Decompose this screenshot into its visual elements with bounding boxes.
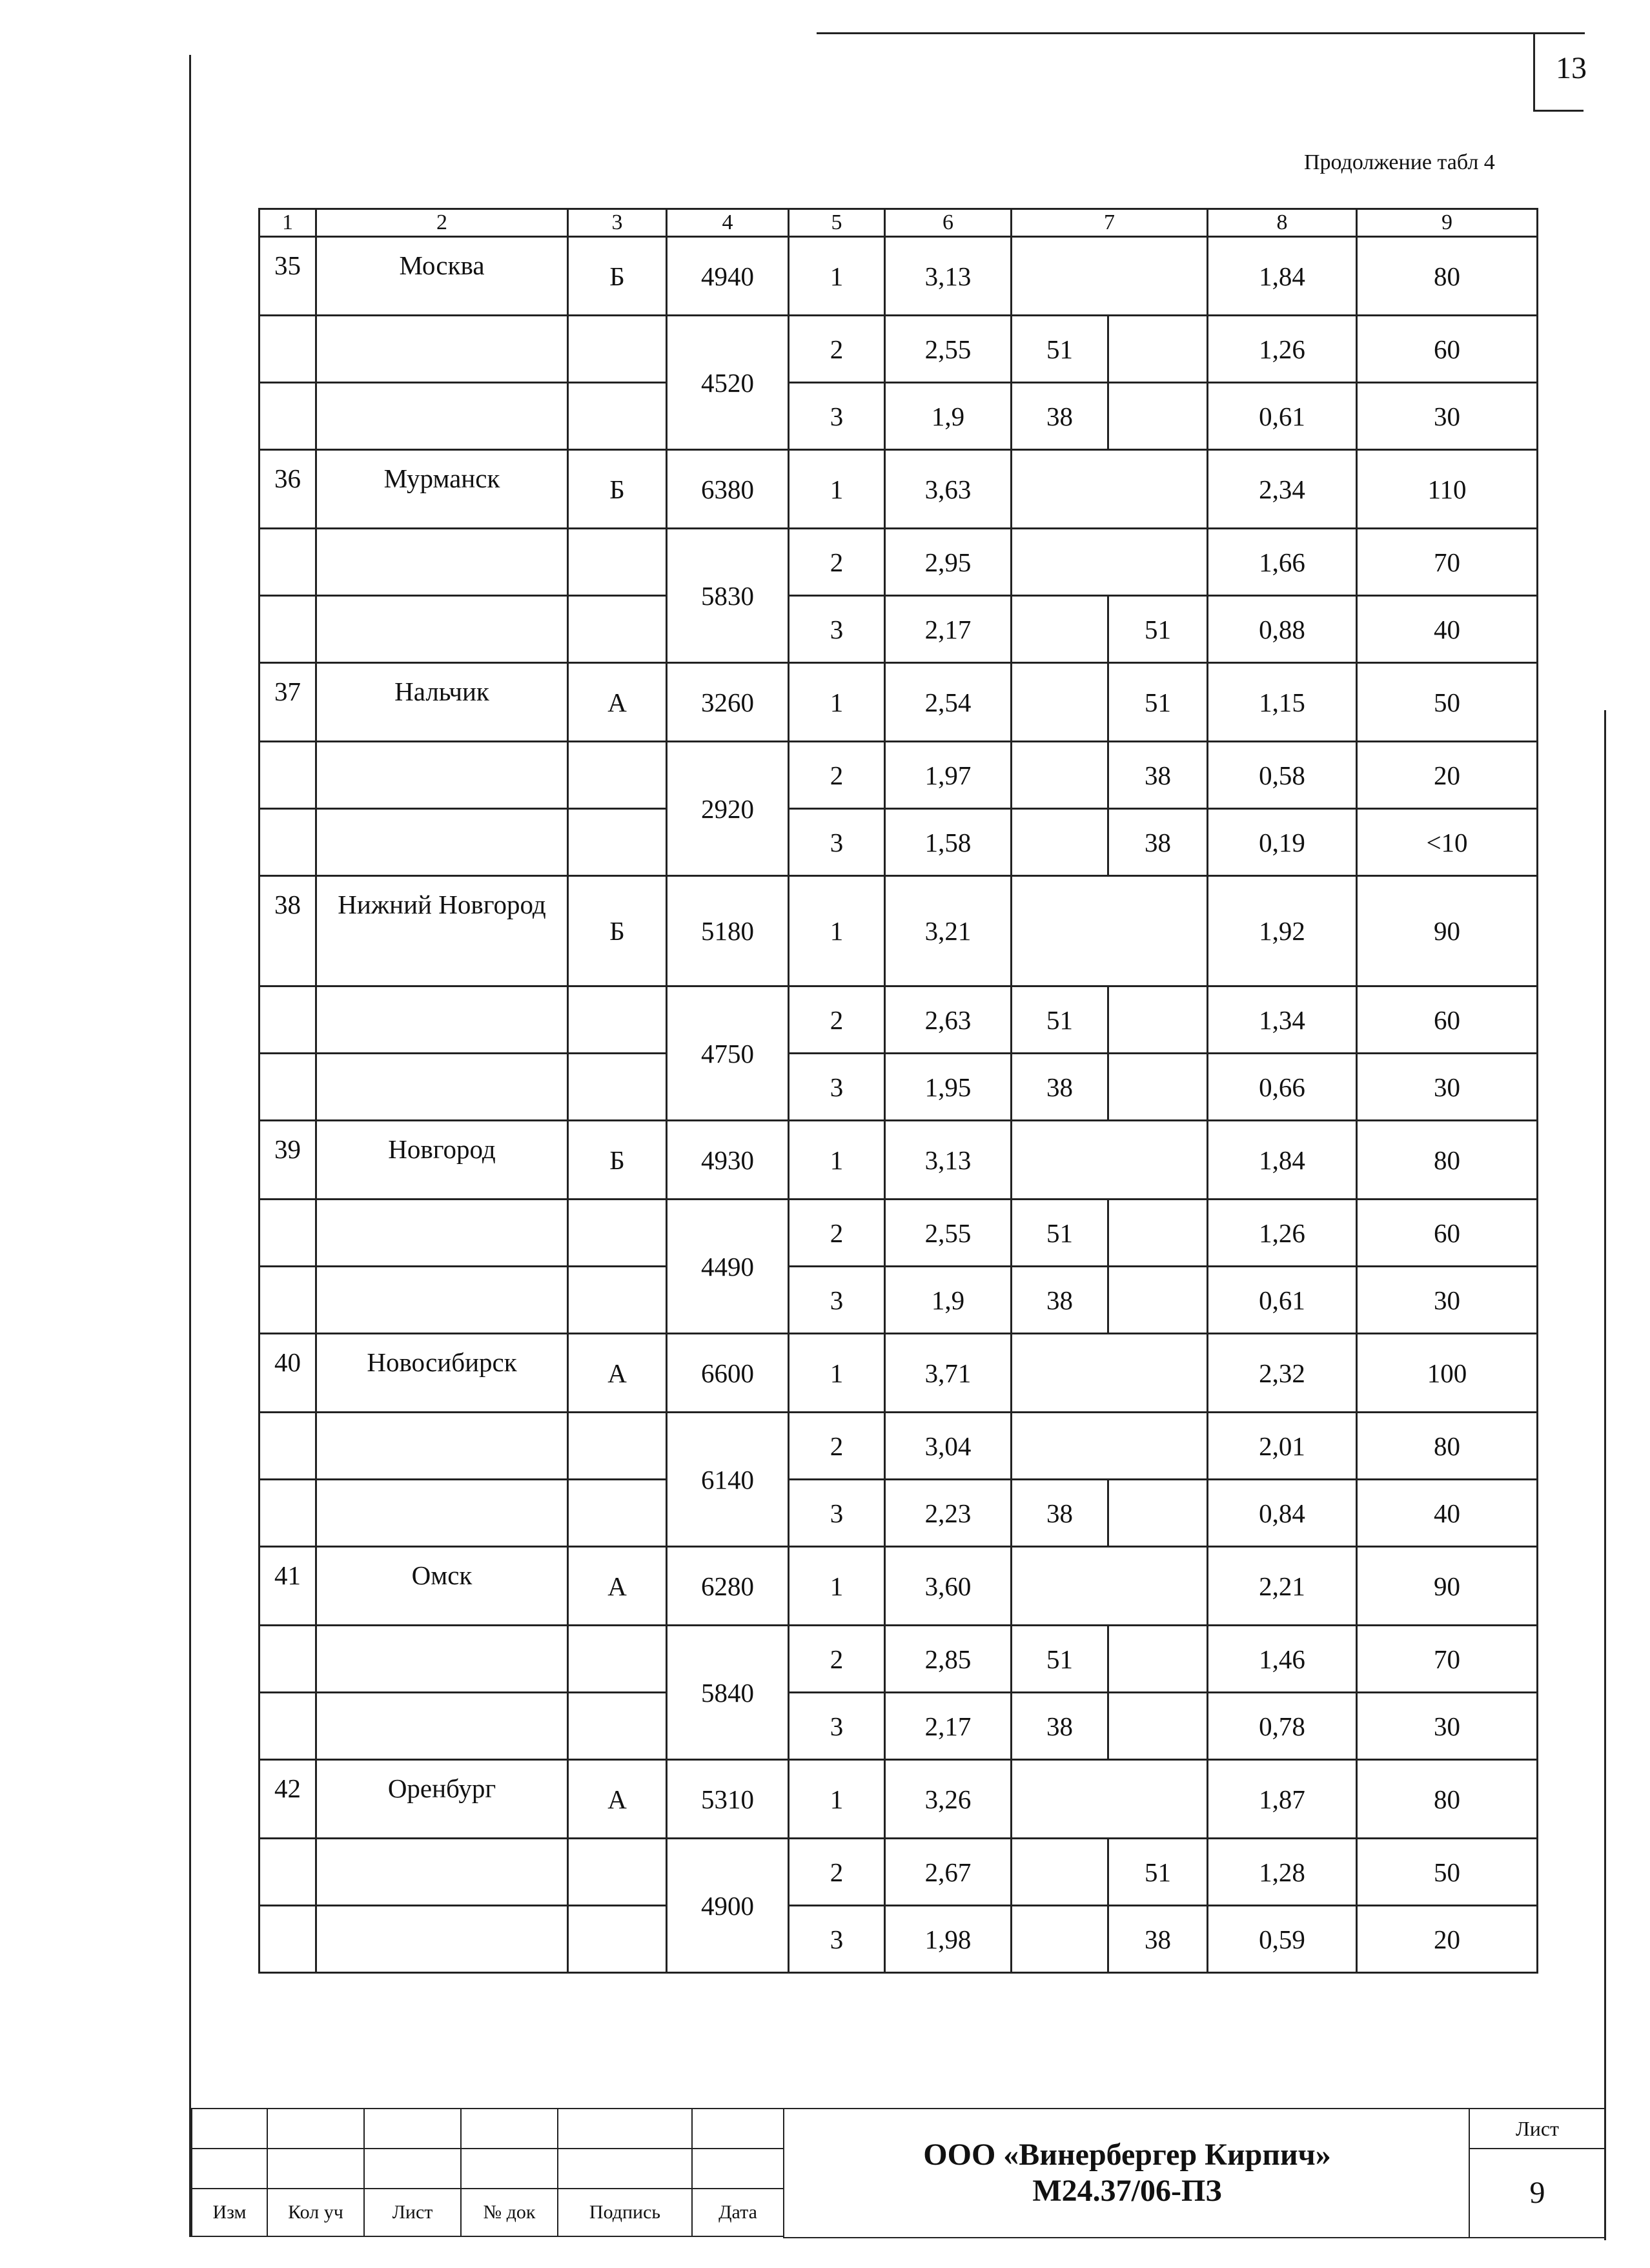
col7a-cell: 38 bbox=[1012, 383, 1108, 450]
table-row bbox=[260, 876, 1538, 986]
table-row bbox=[260, 1334, 1538, 1413]
table-row bbox=[260, 986, 1538, 1054]
row-number bbox=[260, 1480, 316, 1547]
col6-cell: 1,58 bbox=[885, 809, 1012, 876]
col9-cell: 30 bbox=[1357, 1267, 1538, 1334]
city-name: Москва bbox=[316, 237, 568, 316]
row-number bbox=[260, 1267, 316, 1334]
row-number: 36 bbox=[260, 450, 316, 529]
col7b-cell: 51 bbox=[1108, 663, 1208, 742]
zone-cell bbox=[568, 1480, 667, 1547]
col7a-cell bbox=[1012, 1839, 1108, 1906]
row-number bbox=[260, 596, 316, 663]
stamp-cell bbox=[192, 2149, 267, 2189]
col7b-cell: 51 bbox=[1108, 1839, 1208, 1906]
col7b-cell bbox=[1108, 1693, 1208, 1760]
table-row bbox=[260, 1413, 1538, 1480]
page-frame-top-line bbox=[817, 32, 1585, 34]
col6-cell: 1,9 bbox=[885, 383, 1012, 450]
row-number bbox=[260, 1413, 316, 1480]
col9-cell: 60 bbox=[1357, 986, 1538, 1054]
col8-cell: 1,92 bbox=[1208, 876, 1357, 986]
col7b-cell bbox=[1108, 1480, 1208, 1547]
col9-cell: 110 bbox=[1357, 450, 1538, 529]
zone-cell: Б bbox=[568, 1121, 667, 1200]
col5-cell: 2 bbox=[789, 1413, 885, 1480]
col5-cell: 3 bbox=[789, 1054, 885, 1121]
col9-cell: 80 bbox=[1357, 1760, 1538, 1839]
row-number bbox=[260, 809, 316, 876]
table-row bbox=[260, 1054, 1538, 1121]
col7b-cell bbox=[1108, 1054, 1208, 1121]
city-name bbox=[316, 1693, 568, 1760]
col6-cell: 1,95 bbox=[885, 1054, 1012, 1121]
row-number bbox=[260, 529, 316, 596]
city-name bbox=[316, 316, 568, 383]
page-frame-left-line bbox=[189, 55, 191, 2237]
col5-cell: 3 bbox=[789, 383, 885, 450]
table-row bbox=[260, 1626, 1538, 1693]
zone-cell: Б bbox=[568, 450, 667, 529]
city-name bbox=[316, 529, 568, 596]
city-name bbox=[316, 1200, 568, 1267]
col7b-cell: 51 bbox=[1108, 596, 1208, 663]
col5-cell: 1 bbox=[789, 876, 885, 986]
zone-cell: А bbox=[568, 1334, 667, 1413]
col7-cell bbox=[1012, 1121, 1208, 1200]
col8-cell: 1,84 bbox=[1208, 237, 1357, 316]
stamp-cell bbox=[267, 2109, 364, 2149]
data-table bbox=[258, 208, 1538, 1974]
col7b-cell: 38 bbox=[1108, 809, 1208, 876]
table-row bbox=[260, 316, 1538, 383]
col6-cell: 2,23 bbox=[885, 1480, 1012, 1547]
row-number: 41 bbox=[260, 1547, 316, 1626]
col6-cell: 3,60 bbox=[885, 1547, 1012, 1626]
value-col4: 6600 bbox=[667, 1334, 789, 1413]
zone-cell: А bbox=[568, 663, 667, 742]
corner-page-number: 13 bbox=[1556, 51, 1587, 85]
col9-cell: 60 bbox=[1357, 1200, 1538, 1267]
col8-cell: 0,61 bbox=[1208, 1267, 1357, 1334]
stamp-label-izm: Изм bbox=[192, 2189, 267, 2236]
value-col4: 4930 bbox=[667, 1121, 789, 1200]
col8-cell: 0,58 bbox=[1208, 742, 1357, 809]
table-row bbox=[260, 1547, 1538, 1626]
col6-cell: 3,26 bbox=[885, 1760, 1012, 1839]
col7a-cell: 38 bbox=[1012, 1480, 1108, 1547]
col6-cell: 2,67 bbox=[885, 1839, 1012, 1906]
zone-cell bbox=[568, 986, 667, 1054]
city-name bbox=[316, 596, 568, 663]
row-number bbox=[260, 383, 316, 450]
table-row bbox=[260, 663, 1538, 742]
header-cell: 8 bbox=[1208, 209, 1357, 237]
col9-cell: 20 bbox=[1357, 742, 1538, 809]
col8-cell: 0,59 bbox=[1208, 1906, 1357, 1973]
zone-cell bbox=[568, 1267, 667, 1334]
zone-cell bbox=[568, 809, 667, 876]
city-name bbox=[316, 986, 568, 1054]
col8-cell: 0,66 bbox=[1208, 1054, 1357, 1121]
stamp-cell bbox=[364, 2149, 461, 2189]
col6-cell: 3,71 bbox=[885, 1334, 1012, 1413]
col6-cell: 3,21 bbox=[885, 876, 1012, 986]
table-row bbox=[260, 1480, 1538, 1547]
col7b-cell: 38 bbox=[1108, 742, 1208, 809]
value-col4: 4520 bbox=[667, 316, 789, 450]
col8-cell: 1,34 bbox=[1208, 986, 1357, 1054]
table-row bbox=[260, 1693, 1538, 1760]
col8-cell: 1,26 bbox=[1208, 316, 1357, 383]
col5-cell: 2 bbox=[789, 742, 885, 809]
col9-cell: 30 bbox=[1357, 1054, 1538, 1121]
col9-cell: 90 bbox=[1357, 876, 1538, 986]
col7a-cell: 51 bbox=[1012, 1626, 1108, 1693]
col9-cell: 60 bbox=[1357, 316, 1538, 383]
city-name: Новгород bbox=[316, 1121, 568, 1200]
table-row bbox=[260, 1121, 1538, 1200]
city-name bbox=[316, 1267, 568, 1334]
value-col4: 5830 bbox=[667, 529, 789, 663]
col6-cell: 2,17 bbox=[885, 1693, 1012, 1760]
col5-cell: 2 bbox=[789, 1626, 885, 1693]
header-cell: 1 bbox=[260, 209, 316, 237]
zone-cell: А bbox=[568, 1547, 667, 1626]
col6-cell: 1,9 bbox=[885, 1267, 1012, 1334]
col9-cell: <10 bbox=[1357, 809, 1538, 876]
table-row bbox=[260, 742, 1538, 809]
col6-cell: 2,85 bbox=[885, 1626, 1012, 1693]
value-col4: 6280 bbox=[667, 1547, 789, 1626]
zone-cell: А bbox=[568, 1760, 667, 1839]
value-col4: 4900 bbox=[667, 1839, 789, 1973]
city-name bbox=[316, 742, 568, 809]
value-col4: 6380 bbox=[667, 450, 789, 529]
col6-cell: 3,63 bbox=[885, 450, 1012, 529]
stamp-cell bbox=[558, 2109, 692, 2149]
row-number bbox=[260, 1693, 316, 1760]
header-cell: 7 bbox=[1012, 209, 1208, 237]
zone-cell bbox=[568, 1200, 667, 1267]
col5-cell: 1 bbox=[789, 450, 885, 529]
col7-cell bbox=[1012, 1760, 1208, 1839]
zone-cell bbox=[568, 742, 667, 809]
header-cell: 5 bbox=[789, 209, 885, 237]
page-frame-right-line bbox=[1604, 710, 1606, 2240]
stamp-label-list: Лист bbox=[364, 2189, 461, 2236]
col5-cell: 1 bbox=[789, 1760, 885, 1839]
col6-cell: 1,98 bbox=[885, 1906, 1012, 1973]
row-number: 42 bbox=[260, 1760, 316, 1839]
row-number bbox=[260, 1626, 316, 1693]
stamp-cell bbox=[192, 2109, 267, 2149]
city-name bbox=[316, 1054, 568, 1121]
col5-cell: 2 bbox=[789, 1200, 885, 1267]
col6-cell: 2,63 bbox=[885, 986, 1012, 1054]
col5-cell: 1 bbox=[789, 1334, 885, 1413]
city-name: Нижний Новгород bbox=[316, 876, 568, 986]
row-number bbox=[260, 1906, 316, 1973]
zone-cell bbox=[568, 316, 667, 383]
col5-cell: 3 bbox=[789, 1906, 885, 1973]
stamp-label-doc-number: № док bbox=[461, 2189, 558, 2236]
zone-cell bbox=[568, 1906, 667, 1973]
col5-cell: 1 bbox=[789, 663, 885, 742]
table-row bbox=[260, 1839, 1538, 1906]
col5-cell: 3 bbox=[789, 809, 885, 876]
col8-cell: 1,87 bbox=[1208, 1760, 1357, 1839]
sheet-box bbox=[1469, 2108, 1606, 2238]
col8-cell: 1,28 bbox=[1208, 1839, 1357, 1906]
col8-cell: 0,78 bbox=[1208, 1693, 1357, 1760]
stamp-cell bbox=[364, 2109, 461, 2149]
row-number: 39 bbox=[260, 1121, 316, 1200]
col5-cell: 1 bbox=[789, 237, 885, 316]
col9-cell: 50 bbox=[1357, 663, 1538, 742]
col7a-cell: 51 bbox=[1012, 986, 1108, 1054]
col5-cell: 2 bbox=[789, 986, 885, 1054]
col8-cell: 2,32 bbox=[1208, 1334, 1357, 1413]
col6-cell: 2,54 bbox=[885, 663, 1012, 742]
col7a-cell: 51 bbox=[1012, 1200, 1108, 1267]
col6-cell: 2,55 bbox=[885, 316, 1012, 383]
header-cell: 3 bbox=[568, 209, 667, 237]
col7b-cell: 38 bbox=[1108, 1906, 1208, 1973]
row-number bbox=[260, 742, 316, 809]
stamp-label-signature: Подпись bbox=[558, 2189, 692, 2236]
col8-cell: 0,61 bbox=[1208, 383, 1357, 450]
stamp-cell bbox=[692, 2149, 784, 2189]
col9-cell: 30 bbox=[1357, 1693, 1538, 1760]
row-number: 38 bbox=[260, 876, 316, 986]
col5-cell: 1 bbox=[789, 1121, 885, 1200]
col7b-cell bbox=[1108, 986, 1208, 1054]
city-name bbox=[316, 1906, 568, 1973]
col8-cell: 1,84 bbox=[1208, 1121, 1357, 1200]
value-col4: 4750 bbox=[667, 986, 789, 1121]
col7-cell bbox=[1012, 876, 1208, 986]
table-row bbox=[260, 1906, 1538, 1973]
city-name bbox=[316, 809, 568, 876]
col6-cell: 2,55 bbox=[885, 1200, 1012, 1267]
col8-cell: 1,15 bbox=[1208, 663, 1357, 742]
zone-cell: Б bbox=[568, 237, 667, 316]
col7b-cell bbox=[1108, 1626, 1208, 1693]
table-row bbox=[260, 1200, 1538, 1267]
document-title-box bbox=[783, 2108, 1470, 2238]
col8-cell: 2,01 bbox=[1208, 1413, 1357, 1480]
col5-cell: 3 bbox=[789, 1267, 885, 1334]
col9-cell: 90 bbox=[1357, 1547, 1538, 1626]
city-name bbox=[316, 1480, 568, 1547]
table-row bbox=[260, 450, 1538, 529]
col5-cell: 2 bbox=[789, 316, 885, 383]
col7a-cell bbox=[1012, 663, 1108, 742]
value-col4: 6140 bbox=[667, 1413, 789, 1547]
col9-cell: 20 bbox=[1357, 1906, 1538, 1973]
col6-cell: 3,13 bbox=[885, 1121, 1012, 1200]
col7a-cell bbox=[1012, 742, 1108, 809]
city-name: Нальчик bbox=[316, 663, 568, 742]
col7-cell bbox=[1012, 237, 1208, 316]
row-number: 35 bbox=[260, 237, 316, 316]
city-name bbox=[316, 1626, 568, 1693]
col9-cell: 50 bbox=[1357, 1839, 1538, 1906]
row-number bbox=[260, 986, 316, 1054]
stamp-cell bbox=[461, 2149, 558, 2189]
value-col4: 2920 bbox=[667, 742, 789, 876]
revision-stamp-table bbox=[191, 2108, 784, 2237]
stamp-cell bbox=[558, 2149, 692, 2189]
col5-cell: 3 bbox=[789, 596, 885, 663]
header-row bbox=[260, 209, 1538, 237]
col6-cell: 2,95 bbox=[885, 529, 1012, 596]
col7-cell bbox=[1012, 529, 1208, 596]
table-row bbox=[260, 529, 1538, 596]
col5-cell: 3 bbox=[789, 1693, 885, 1760]
row-number bbox=[260, 1054, 316, 1121]
col9-cell: 70 bbox=[1357, 1626, 1538, 1693]
city-name bbox=[316, 1839, 568, 1906]
col7a-cell bbox=[1012, 1906, 1108, 1973]
col7a-cell: 38 bbox=[1012, 1267, 1108, 1334]
col6-cell: 2,17 bbox=[885, 596, 1012, 663]
col8-cell: 2,21 bbox=[1208, 1547, 1357, 1626]
zone-cell: Б bbox=[568, 876, 667, 986]
col9-cell: 70 bbox=[1357, 529, 1538, 596]
stamp-label-date: Дата bbox=[692, 2189, 784, 2236]
col7-cell bbox=[1012, 450, 1208, 529]
col8-cell: 1,66 bbox=[1208, 529, 1357, 596]
col7b-cell bbox=[1108, 383, 1208, 450]
table-row bbox=[260, 237, 1538, 316]
zone-cell bbox=[568, 1626, 667, 1693]
col7a-cell: 51 bbox=[1012, 316, 1108, 383]
header-cell: 4 bbox=[667, 209, 789, 237]
col8-cell: 1,26 bbox=[1208, 1200, 1357, 1267]
col9-cell: 30 bbox=[1357, 383, 1538, 450]
col9-cell: 80 bbox=[1357, 237, 1538, 316]
stamp-cell bbox=[267, 2149, 364, 2189]
col8-cell: 1,46 bbox=[1208, 1626, 1357, 1693]
zone-cell bbox=[568, 1693, 667, 1760]
col9-cell: 80 bbox=[1357, 1121, 1538, 1200]
col7a-cell: 38 bbox=[1012, 1693, 1108, 1760]
value-col4: 5180 bbox=[667, 876, 789, 986]
col7b-cell bbox=[1108, 1267, 1208, 1334]
col9-cell: 40 bbox=[1357, 596, 1538, 663]
col9-cell: 80 bbox=[1357, 1413, 1538, 1480]
stamp-cell bbox=[692, 2109, 784, 2149]
col8-cell: 0,84 bbox=[1208, 1480, 1357, 1547]
company-name: ООО «Винербергер Кирпич» bbox=[923, 2138, 1331, 2172]
col8-cell: 0,88 bbox=[1208, 596, 1357, 663]
row-number: 40 bbox=[260, 1334, 316, 1413]
zone-cell bbox=[568, 529, 667, 596]
table-caption: Продолжение табл 4 bbox=[1304, 150, 1495, 174]
header-cell: 9 bbox=[1357, 209, 1538, 237]
title-block bbox=[191, 2108, 1605, 2237]
sheet-label: Лист bbox=[1470, 2109, 1605, 2149]
col7-cell bbox=[1012, 1547, 1208, 1626]
value-col4: 4940 bbox=[667, 237, 789, 316]
table-row bbox=[260, 1267, 1538, 1334]
col7-cell bbox=[1012, 1413, 1208, 1480]
zone-cell bbox=[568, 1054, 667, 1121]
stamp-label-kol-uch: Кол уч bbox=[267, 2189, 364, 2236]
row-number bbox=[260, 1200, 316, 1267]
sheet-number: 9 bbox=[1529, 2176, 1545, 2210]
header-cell: 6 bbox=[885, 209, 1012, 237]
value-col4: 5840 bbox=[667, 1626, 789, 1760]
col7a-cell bbox=[1012, 809, 1108, 876]
city-name: Мурманск bbox=[316, 450, 568, 529]
value-col4: 5310 bbox=[667, 1760, 789, 1839]
col6-cell: 3,13 bbox=[885, 237, 1012, 316]
zone-cell bbox=[568, 383, 667, 450]
col6-cell: 1,97 bbox=[885, 742, 1012, 809]
col9-cell: 100 bbox=[1357, 1334, 1538, 1413]
col8-cell: 2,34 bbox=[1208, 450, 1357, 529]
col7a-cell bbox=[1012, 596, 1108, 663]
col5-cell: 2 bbox=[789, 529, 885, 596]
zone-cell bbox=[568, 1839, 667, 1906]
stamp-cell bbox=[461, 2109, 558, 2149]
table-row bbox=[260, 1760, 1538, 1839]
city-name: Оренбург bbox=[316, 1760, 568, 1839]
header-cell: 2 bbox=[316, 209, 568, 237]
zone-cell bbox=[568, 1413, 667, 1480]
table-row bbox=[260, 809, 1538, 876]
value-col4: 4490 bbox=[667, 1200, 789, 1334]
col8-cell: 0,19 bbox=[1208, 809, 1357, 876]
row-number: 37 bbox=[260, 663, 316, 742]
col7b-cell bbox=[1108, 316, 1208, 383]
document-code: М24.37/06-ПЗ bbox=[1032, 2174, 1222, 2208]
col6-cell: 3,04 bbox=[885, 1413, 1012, 1480]
col7-cell bbox=[1012, 1334, 1208, 1413]
city-name: Новосибирск bbox=[316, 1334, 568, 1413]
zone-cell bbox=[568, 596, 667, 663]
value-col4: 3260 bbox=[667, 663, 789, 742]
col9-cell: 40 bbox=[1357, 1480, 1538, 1547]
table-row bbox=[260, 596, 1538, 663]
col7b-cell bbox=[1108, 1200, 1208, 1267]
col7a-cell: 38 bbox=[1012, 1054, 1108, 1121]
city-name: Омск bbox=[316, 1547, 568, 1626]
city-name bbox=[316, 383, 568, 450]
col5-cell: 1 bbox=[789, 1547, 885, 1626]
table-row bbox=[260, 383, 1538, 450]
row-number bbox=[260, 316, 316, 383]
col5-cell: 2 bbox=[789, 1839, 885, 1906]
row-number bbox=[260, 1839, 316, 1906]
city-name bbox=[316, 1413, 568, 1480]
col5-cell: 3 bbox=[789, 1480, 885, 1547]
